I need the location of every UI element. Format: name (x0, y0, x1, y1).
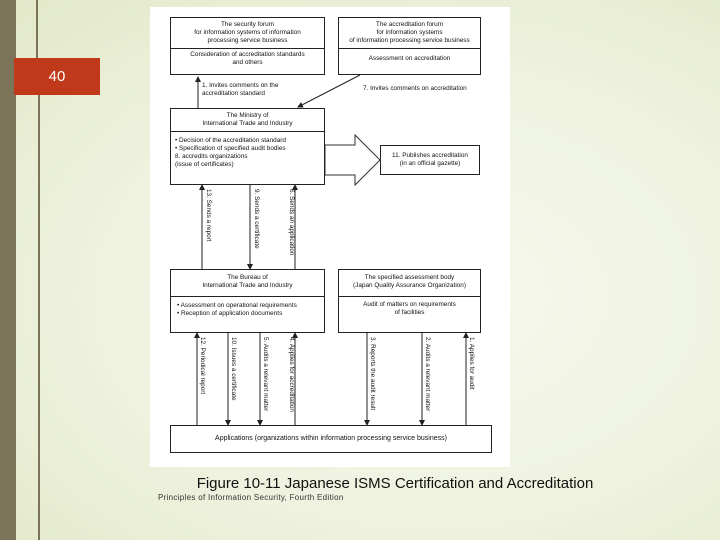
bureau-duties-label: • Assessment on operational requirements • Reception of application documents (177, 302, 297, 317)
book-credit: Principles of Information Security, Fourth Edition (158, 493, 344, 502)
diagram-figure (150, 7, 510, 467)
decor-line-top (36, 0, 38, 58)
assessment-on-accreditation-label: Assessment on accreditation (368, 55, 451, 62)
security-forum-box (170, 17, 325, 75)
slide-number-tab (14, 58, 100, 95)
slide-number: 40 (48, 68, 66, 85)
security-forum-label: The security forum for information systems of information processing service business (194, 21, 301, 44)
bureau-box (170, 269, 325, 333)
issues-certificate-label: 10. Issues a certificate (230, 337, 237, 401)
figure-caption: Figure 10-11 Japanese ISMS Certification and Accreditation (196, 475, 594, 492)
reports-audit-label: 3. Reports the audit result (369, 337, 376, 411)
assessment-body-label: The specified assessment body (Japan Quality Assurance Organization) (353, 274, 466, 289)
consideration-label: Consideration of accreditation standards and others (190, 51, 305, 66)
periodical-report-label: 12. Periodical report (199, 337, 206, 395)
audits-relevant-label: 2. Audits a relevant matter (424, 337, 431, 412)
invites-standard-label: 1. Invites comments on the accreditation standard (202, 82, 279, 97)
accreditation-forum-box (338, 17, 481, 75)
diagram-connectors (150, 7, 510, 467)
publishes-label: 11. Publishes accreditation (in an official gazette) (392, 152, 468, 167)
assessment-body-box (338, 269, 481, 333)
ministry-label: The Ministry of International Trade and Industry (202, 112, 293, 127)
bureau-label: The Bureau of International Trade and Industry (202, 274, 293, 289)
audit-matters-label: Audit of matters on requirements of facilities (363, 301, 456, 316)
accreditation-forum-label: The accreditation forum for information systems of information processing service business (349, 21, 470, 44)
audits-result-label: 5. Audits a relevant matter (262, 337, 269, 412)
applications-box (170, 425, 492, 453)
sends-certificate-label: 9. Sends a certificate (253, 189, 260, 249)
applies-accreditation-label: 4. Applies for accreditation (288, 337, 295, 412)
decor-line-bottom (38, 95, 40, 540)
publishes-box (380, 145, 480, 175)
applications-label: Applications (organizations within information processing service business) (215, 435, 447, 442)
sends-report-label: 13. Sends a report (205, 189, 212, 242)
invites-accreditation-label: 7. Invites comments on accreditation (363, 85, 467, 92)
ministry-duties-label: • Decision of the accreditation standard • Specification of specified audit bodies 8. accredits organizations (issue of certificates) (175, 137, 286, 168)
ministry-box (170, 108, 325, 185)
sends-application-label: 6. Sends an application (288, 189, 295, 256)
applies-audit-label: 1. Applies for audit (468, 337, 475, 390)
